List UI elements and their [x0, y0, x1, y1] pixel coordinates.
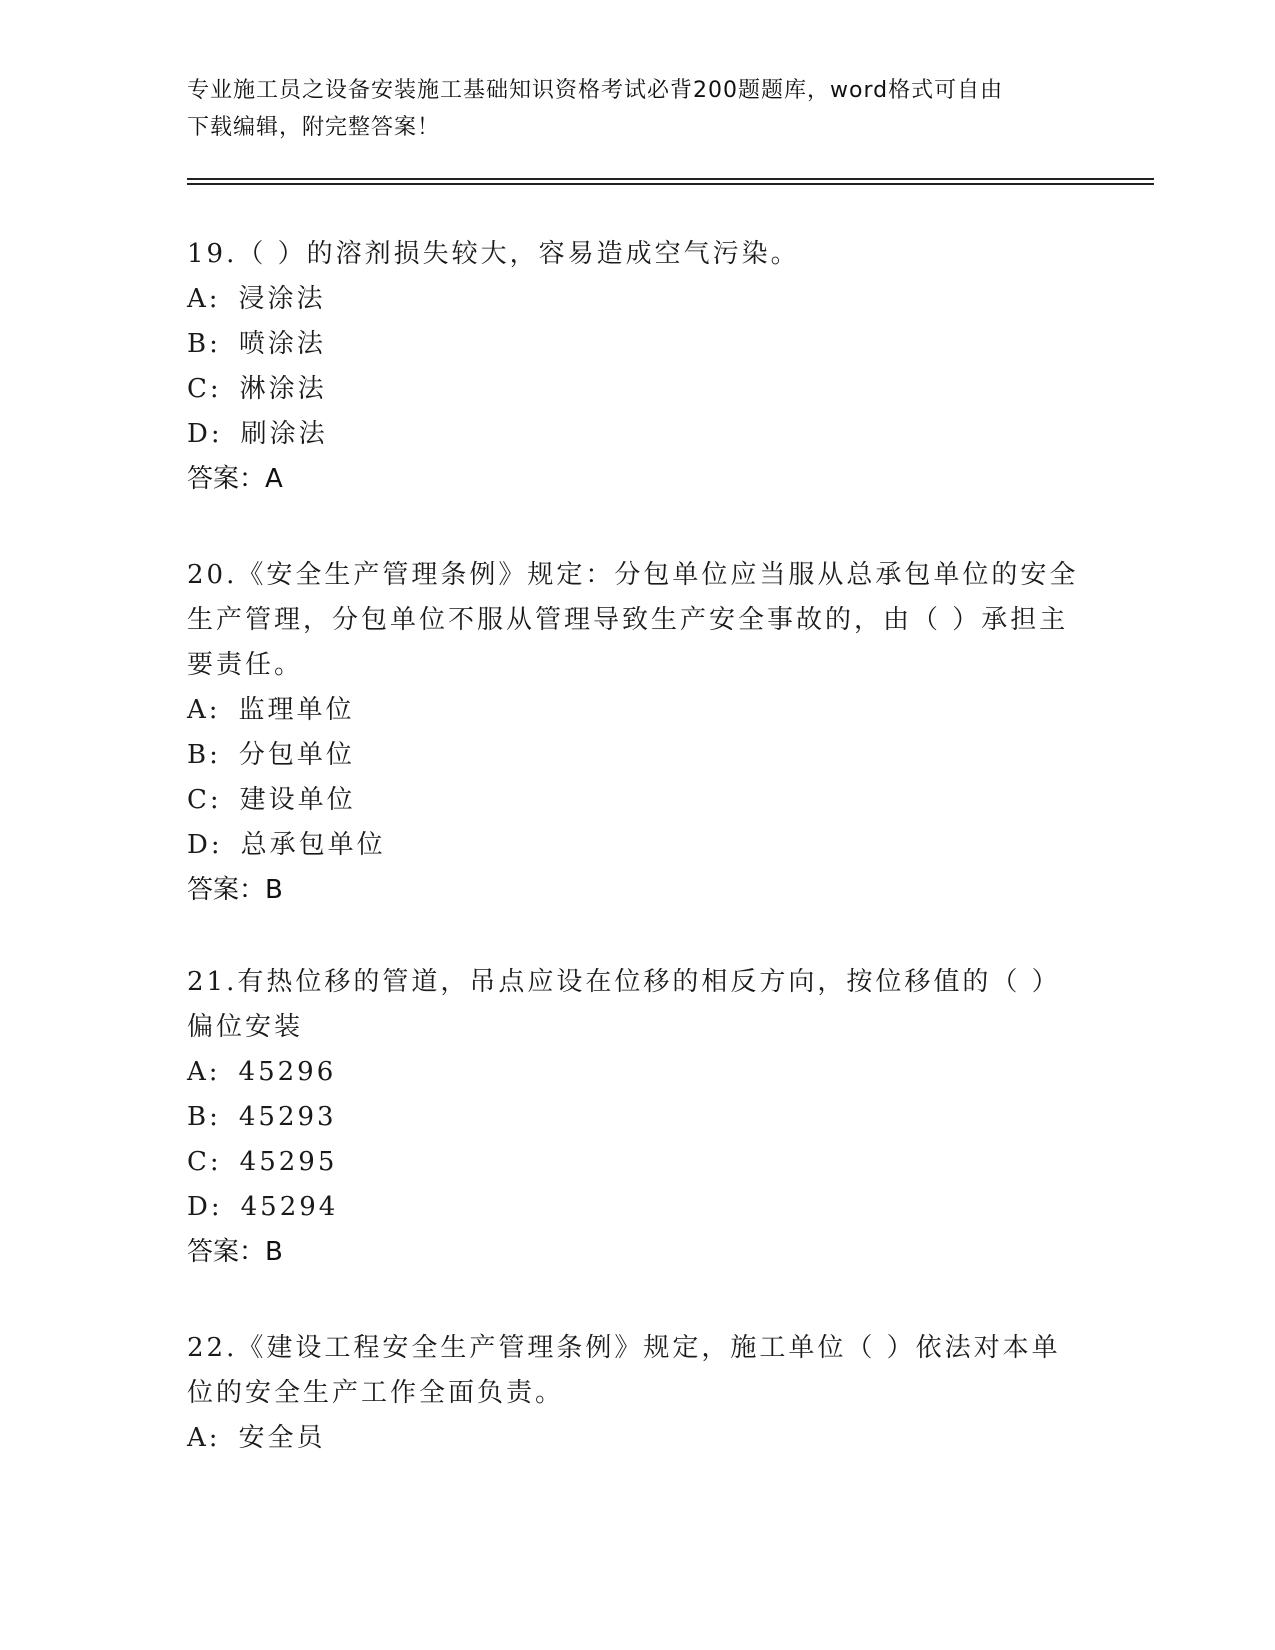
option-text: 建设单位 — [239, 785, 356, 815]
option-letter: C: — [187, 1147, 222, 1177]
option-a — [187, 1416, 1087, 1461]
option-letter: A: — [187, 695, 221, 725]
question-text: 22.《建设工程安全生产管理条例》规定，施工单位（ ）依法对本单位的安全生产工作全面负责。 — [187, 1333, 1061, 1408]
option-text: 喷涂法 — [238, 329, 326, 359]
option-a — [187, 688, 1087, 733]
header-line-2: 下载编辑，附完整答案！ — [187, 115, 441, 140]
option-d — [187, 823, 1087, 868]
option-b — [187, 1095, 1087, 1140]
answer: 答案：B — [187, 1237, 283, 1267]
header-line-1: 专业施工员之设备安装施工基础知识资格考试必背200题题库，word格式可自由 — [187, 78, 1004, 103]
option-text: 安全员 — [238, 1423, 326, 1453]
option-text: 总承包单位 — [240, 830, 386, 860]
option-letter: B: — [187, 1102, 221, 1132]
option-b — [187, 322, 1087, 367]
option-letter: A: — [187, 1423, 221, 1453]
option-letter: D: — [187, 419, 223, 449]
answer: 答案：A — [187, 464, 283, 494]
option-text: 浸涂法 — [238, 284, 326, 314]
question-text: 19.（ ）的溶剂损失较大，容易造成空气污染。 — [187, 239, 800, 269]
option-c — [187, 1140, 1087, 1185]
option-text: 分包单位 — [238, 740, 355, 770]
option-text: 45295 — [239, 1147, 338, 1177]
option-d — [187, 412, 1087, 457]
option-letter: C: — [187, 374, 222, 404]
header-divider-bottom — [187, 183, 1154, 185]
option-b — [187, 733, 1087, 778]
option-letter: A: — [187, 1057, 221, 1087]
option-text: 45296 — [238, 1057, 337, 1087]
option-text: 45294 — [240, 1192, 339, 1222]
option-d — [187, 1185, 1087, 1230]
header-divider-top — [187, 178, 1154, 180]
question-text: 21.有热位移的管道，吊点应设在位移的相反方向，按位移值的（ ）偏位安装 — [187, 967, 1061, 1042]
question-22 — [187, 1326, 1087, 1461]
option-text: 45293 — [238, 1102, 337, 1132]
question-21 — [187, 960, 1087, 1275]
question-text: 20.《安全生产管理条例》规定：分包单位应当服从总承包单位的安全生产管理，分包单位不服从管理导致生产安全事故的，由（ ）承担主要责任。 — [187, 560, 1079, 680]
document-header — [187, 72, 1087, 146]
option-text: 监理单位 — [238, 695, 355, 725]
option-text: 淋涂法 — [239, 374, 327, 404]
option-letter: C: — [187, 785, 222, 815]
option-letter: A: — [187, 284, 221, 314]
option-letter: B: — [187, 329, 221, 359]
option-letter: D: — [187, 830, 223, 860]
option-letter: B: — [187, 740, 221, 770]
option-text: 刷涂法 — [240, 419, 328, 449]
option-letter: D: — [187, 1192, 223, 1222]
option-c — [187, 367, 1087, 412]
question-20 — [187, 553, 1087, 913]
option-a — [187, 277, 1087, 322]
option-c — [187, 778, 1087, 823]
option-a — [187, 1050, 1087, 1095]
answer: 答案：B — [187, 875, 283, 905]
question-19 — [187, 232, 1087, 502]
